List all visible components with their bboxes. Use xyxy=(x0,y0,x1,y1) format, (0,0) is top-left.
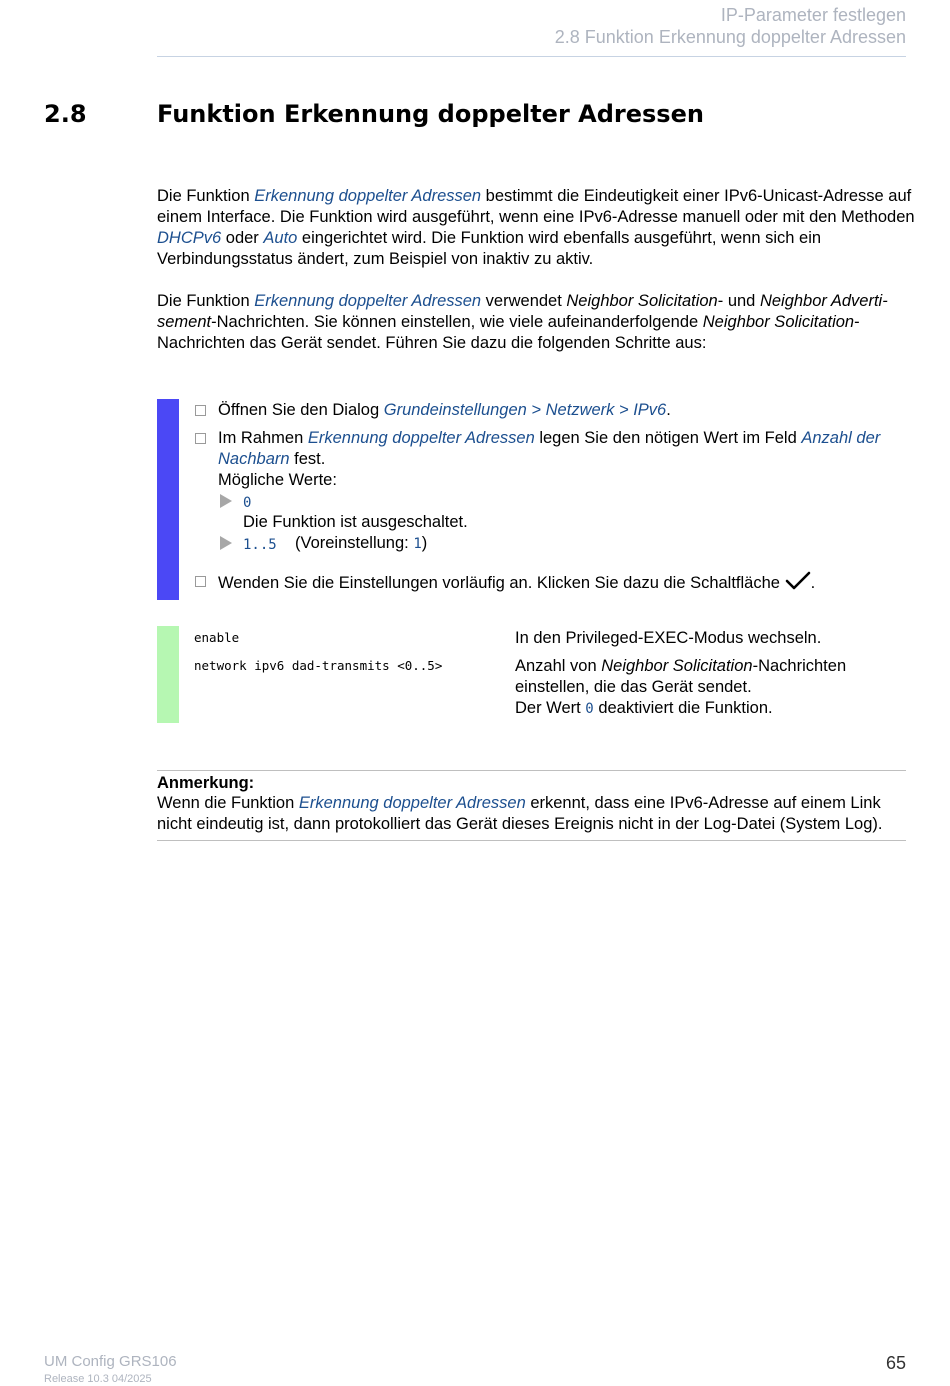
link-erkennung-4[interactable]: Erkennung doppelter Adressen xyxy=(298,794,526,812)
section-number: 2.8 xyxy=(44,100,87,128)
footer-release: Release 10.3 04/2025 xyxy=(44,1373,152,1385)
cli-desc-dad: Anzahl von Neighbor Solicitation-Nachrichten einstellen, die das Gerät sendet. Der Wert 0 deaktiviert die Funktion. xyxy=(515,657,847,717)
cli-bar xyxy=(157,626,179,723)
step-checkbox-3 xyxy=(195,576,206,587)
page-number: 65 xyxy=(885,1353,906,1373)
note-bottom-rule xyxy=(157,840,906,841)
link-erkennung-2[interactable]: Erkennung doppelter Adressen xyxy=(254,292,482,310)
cli-command-enable: enable xyxy=(194,630,240,645)
link-erkennung[interactable]: Erkennung doppelter Adressen xyxy=(254,187,482,205)
bullet-triangle-icon xyxy=(220,536,232,550)
link-auto[interactable]: Auto xyxy=(263,229,298,247)
link-anzahl-nachbarn[interactable]: Anzahl der Nachbarn xyxy=(218,429,881,468)
header-divider xyxy=(157,56,906,57)
value-range-default: (Voreinstellung: 1) xyxy=(295,534,428,552)
note-title: Anmerkung: xyxy=(157,774,255,792)
step-checkbox-1 xyxy=(195,405,206,416)
value-0: 0 xyxy=(243,495,252,511)
cli-desc-enable: In den Privileged-EXEC-Modus wechseln. xyxy=(515,629,822,647)
link-dialog-ipv6[interactable]: Grundeinstellungen > Netzwerk > IPv6 xyxy=(383,401,667,419)
cli-command-dad: network ipv6 dad-transmits <0..5> xyxy=(194,658,443,673)
running-header-section: 2.8 Funktion Erkennung doppelter Adressen xyxy=(554,27,906,47)
section-title: Funktion Erkennung doppelter Adressen xyxy=(157,100,704,128)
step-1: Öffnen Sie den Dialog Grundeinstellungen > Netzwerk > IPv6. xyxy=(218,401,671,419)
running-header-chapter: IP-Parameter festlegen xyxy=(720,5,906,25)
value-range: 1..5 xyxy=(243,537,277,553)
step-2: Im Rahmen Erkennung doppelter Adressen legen Sie den nötigen Wert im Feld Anzahl der Nachbarn fest. xyxy=(218,429,881,468)
intro-paragraph: Die Funktion Erkennung doppelter Adressen bestimmt die Eindeutigkeit einer IPv6-Unicast-Adresse auf einem Interface. Die Funktion wird ausgeführt, wenn eine IPv6-Adresse manuell oder mit den Methoden DHCPv6 oder Auto eingerichtet wird. Die Funktion wird ebenfalls ausgeführt, wenn sich ein Verbindungsstatus ändert, zum Beispiel von inaktiv zu aktiv. xyxy=(157,187,915,268)
note-top-rule xyxy=(157,770,906,771)
checkmark-icon[interactable] xyxy=(785,571,811,597)
note-text: Wenn die Funktion Erkennung doppelter Adressen erkennt, dass eine IPv6-Adresse auf einem Link nicht eindeutig ist, dann protokolliert das Gerät dieses Ereignis nicht in der Log-Datei (System Log). xyxy=(157,794,883,833)
link-erkennung-3[interactable]: Erkennung doppelter Adressen xyxy=(307,429,535,447)
step-checkbox-2 xyxy=(195,433,206,444)
step-3: Wenden Sie die Einstellungen vorläufig an. Klicken Sie dazu die Schaltfläche . xyxy=(218,571,908,597)
footer-doc-title: UM Config GRS106 xyxy=(44,1353,177,1370)
values-label: Mögliche Werte: xyxy=(218,471,337,489)
bullet-triangle-icon xyxy=(220,494,232,508)
link-dhcpv6[interactable]: DHCPv6 xyxy=(157,229,222,247)
ns-paragraph: Die Funktion Erkennung doppelter Adressen verwendet Neighbor Solicitation- und Neighbor Adverti-sement-Nachrichten. Sie können einstellen, wie viele aufeinanderfolgende Neighbor Solicitation-Nachrichten das Gerät sendet. Führen Sie dazu die folgenden Schritte aus: xyxy=(157,292,888,352)
gui-steps-bar xyxy=(157,399,179,600)
value-0-desc: Die Funktion ist ausgeschaltet. xyxy=(243,513,468,531)
